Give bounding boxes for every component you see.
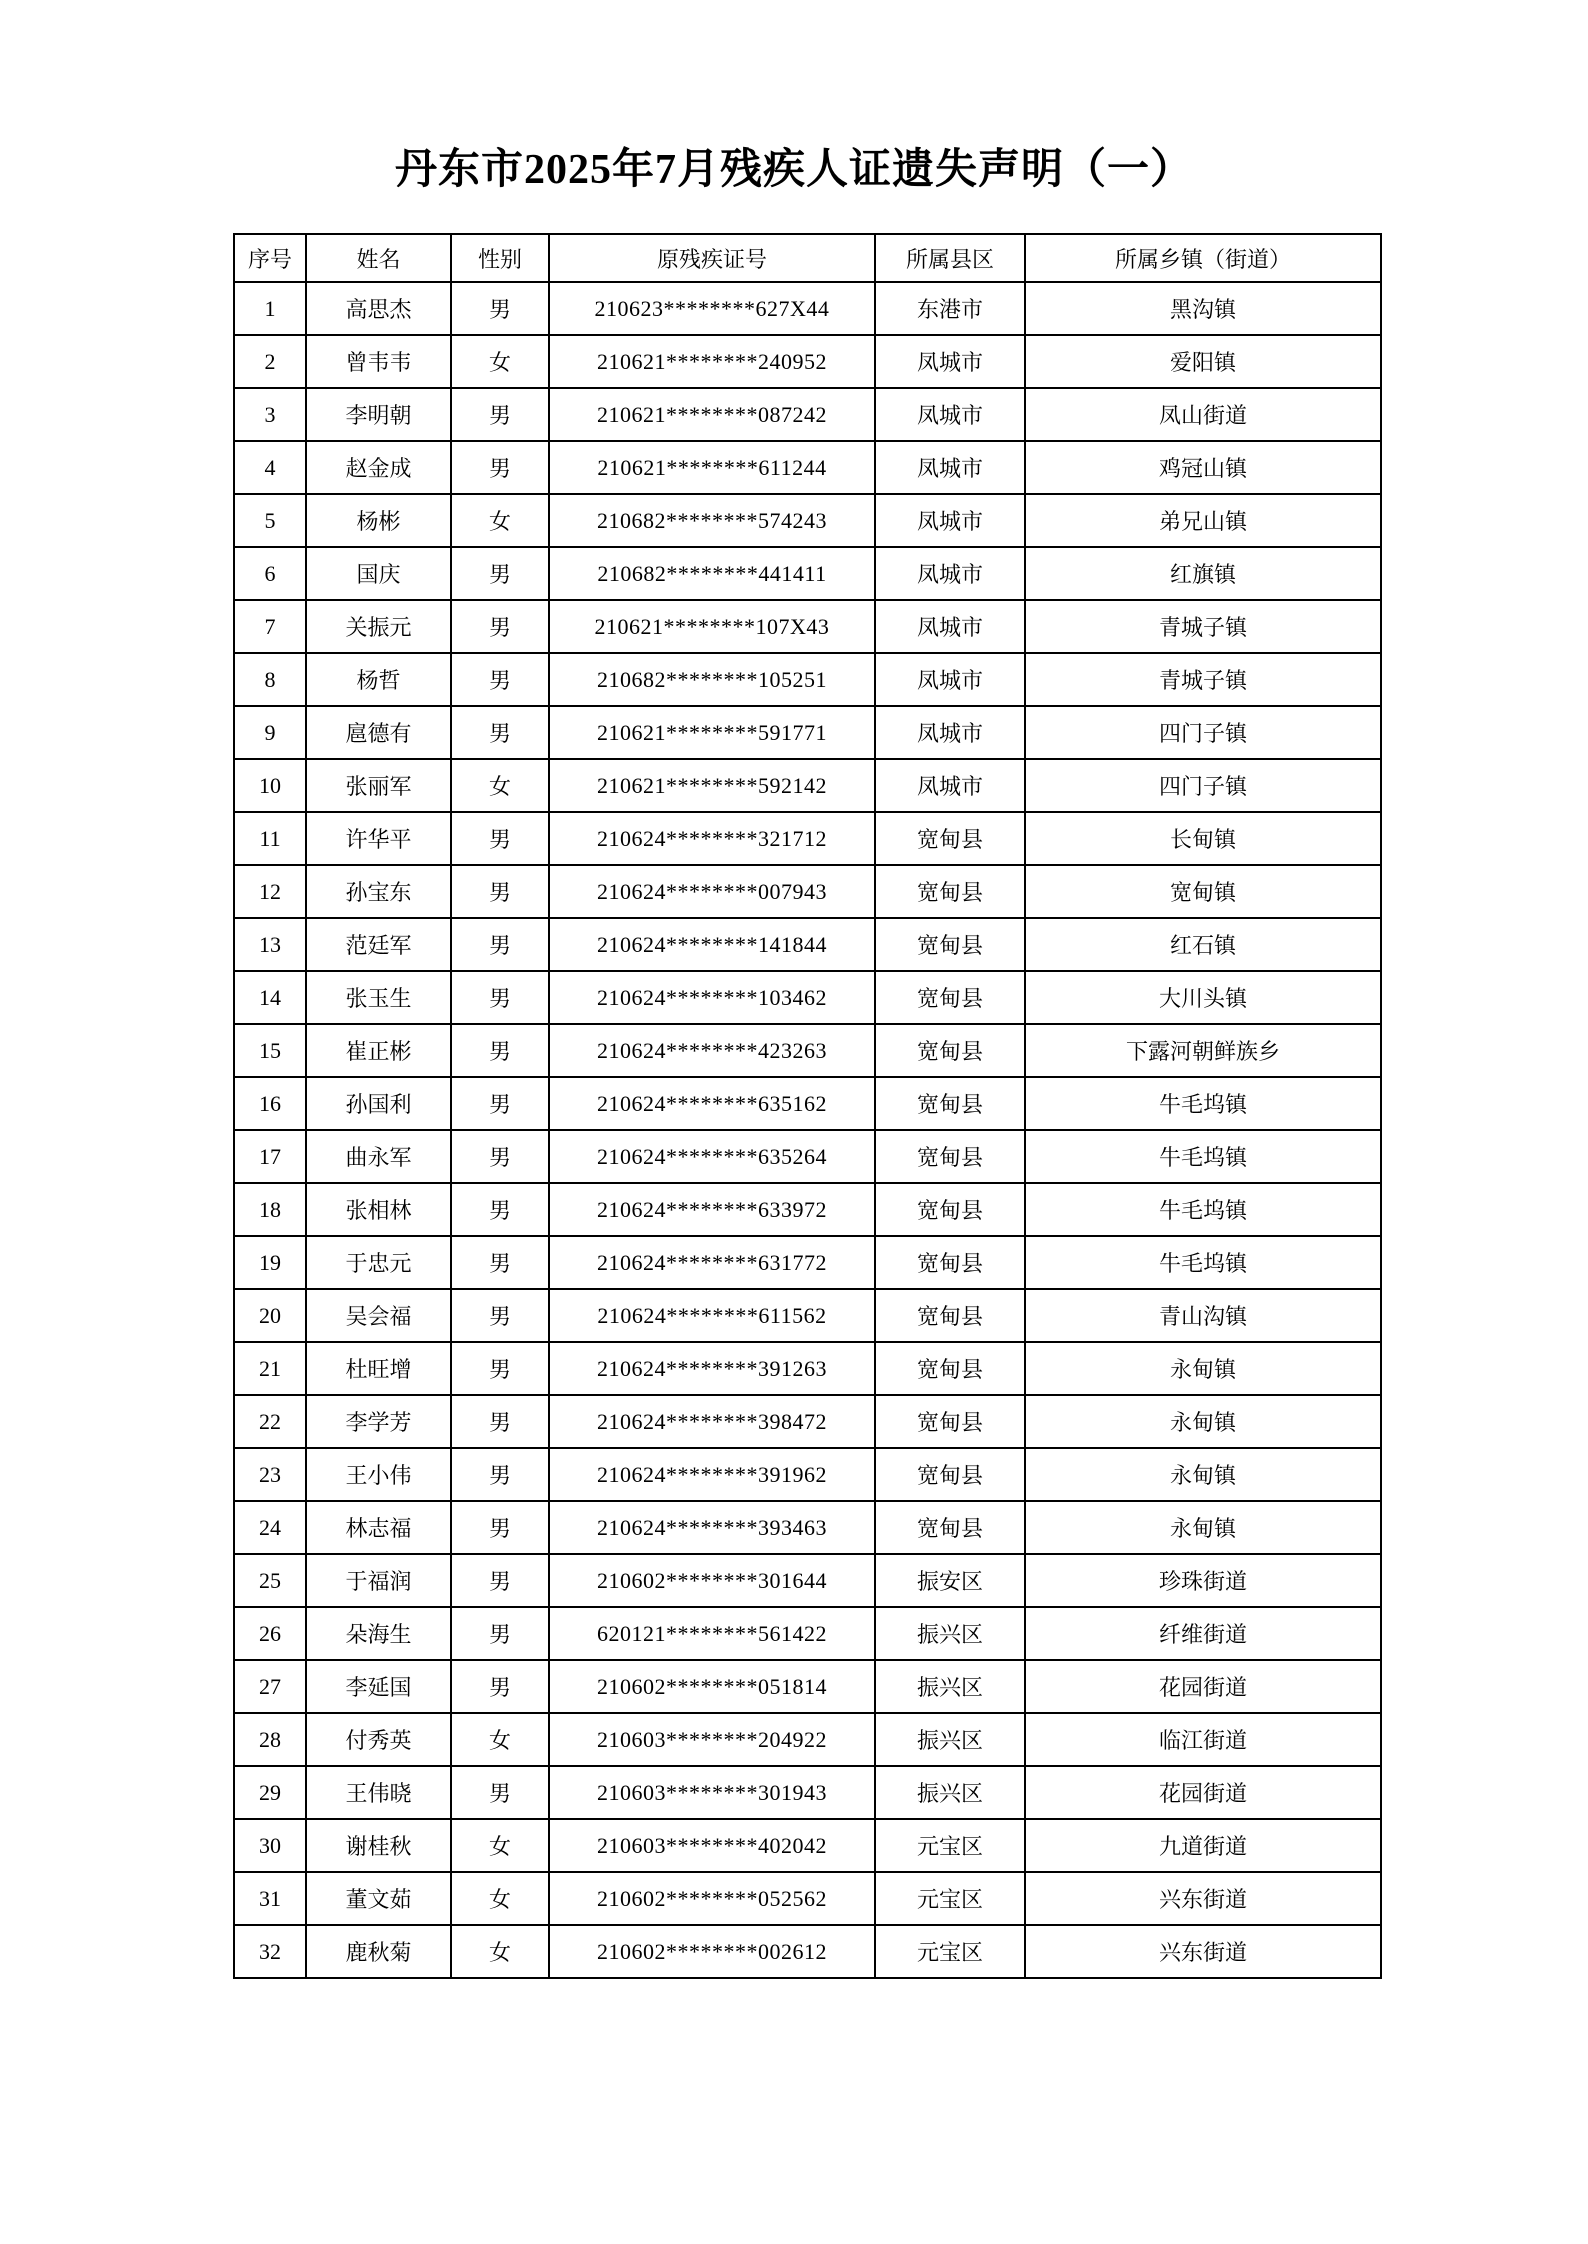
table-cell: 董文茹: [306, 1872, 451, 1925]
table-cell: 210603********402042: [549, 1819, 875, 1872]
table-cell: 2: [234, 335, 306, 388]
table-cell: 四门子镇: [1025, 759, 1381, 812]
records-table-body: [234, 282, 1381, 1978]
table-cell: 永甸镇: [1025, 1448, 1381, 1501]
table-cell: 弟兄山镇: [1025, 494, 1381, 547]
table-cell: 男: [451, 918, 549, 971]
table-cell: 女: [451, 1713, 549, 1766]
table-cell: 210621********611244: [549, 441, 875, 494]
table-cell: 孙宝东: [306, 865, 451, 918]
table-row: [234, 1872, 1381, 1925]
table-cell: 珍珠街道: [1025, 1554, 1381, 1607]
table-cell: 兴东街道: [1025, 1872, 1381, 1925]
table-cell: 7: [234, 600, 306, 653]
table-cell: 210624********633972: [549, 1183, 875, 1236]
table-cell: 24: [234, 1501, 306, 1554]
table-cell: 26: [234, 1607, 306, 1660]
table-cell: 杨彬: [306, 494, 451, 547]
table-cell: 于福润: [306, 1554, 451, 1607]
header-row: [234, 234, 1381, 282]
table-cell: 李明朝: [306, 388, 451, 441]
table-cell: 张相林: [306, 1183, 451, 1236]
table-cell: 花园街道: [1025, 1766, 1381, 1819]
table-cell: 25: [234, 1554, 306, 1607]
table-cell: 范廷军: [306, 918, 451, 971]
table-cell: 210624********007943: [549, 865, 875, 918]
table-cell: 兴东街道: [1025, 1925, 1381, 1978]
table-row: [234, 1342, 1381, 1395]
table-cell: 210682********574243: [549, 494, 875, 547]
table-cell: 210682********441411: [549, 547, 875, 600]
table-cell: 17: [234, 1130, 306, 1183]
table-row: [234, 1395, 1381, 1448]
table-cell: 男: [451, 1607, 549, 1660]
table-cell: 赵金成: [306, 441, 451, 494]
column-header-2: 性别: [451, 234, 549, 282]
table-row: [234, 388, 1381, 441]
table-cell: 210624********631772: [549, 1236, 875, 1289]
table-cell: 花园街道: [1025, 1660, 1381, 1713]
table-cell: 振兴区: [875, 1766, 1025, 1819]
table-row: [234, 812, 1381, 865]
table-cell: 女: [451, 759, 549, 812]
table-cell: 宽甸县: [875, 1342, 1025, 1395]
table-cell: 宽甸县: [875, 812, 1025, 865]
table-cell: 爱阳镇: [1025, 335, 1381, 388]
table-cell: 15: [234, 1024, 306, 1077]
table-cell: 18: [234, 1183, 306, 1236]
table-cell: 关振元: [306, 600, 451, 653]
table-cell: 吴会福: [306, 1289, 451, 1342]
table-cell: 14: [234, 971, 306, 1024]
table-cell: 宽甸县: [875, 918, 1025, 971]
table-cell: 210602********301644: [549, 1554, 875, 1607]
table-cell: 210624********321712: [549, 812, 875, 865]
table-row: [234, 1925, 1381, 1978]
table-cell: 男: [451, 388, 549, 441]
table-cell: 8: [234, 653, 306, 706]
table-row: [234, 1554, 1381, 1607]
table-cell: 凤城市: [875, 547, 1025, 600]
table-row: [234, 1713, 1381, 1766]
table-cell: 宽甸县: [875, 1501, 1025, 1554]
table-cell: 宽甸县: [875, 1024, 1025, 1077]
table-cell: 付秀英: [306, 1713, 451, 1766]
table-cell: 永甸镇: [1025, 1342, 1381, 1395]
table-cell: 210603********301943: [549, 1766, 875, 1819]
table-cell: 李学芳: [306, 1395, 451, 1448]
table-cell: 杨哲: [306, 653, 451, 706]
table-cell: 青城子镇: [1025, 600, 1381, 653]
table-cell: 宽甸县: [875, 1077, 1025, 1130]
table-cell: 东港市: [875, 282, 1025, 335]
table-row: [234, 441, 1381, 494]
column-header-4: 所属县区: [875, 234, 1025, 282]
table-cell: 620121********561422: [549, 1607, 875, 1660]
table-cell: 男: [451, 1660, 549, 1713]
table-cell: 210602********002612: [549, 1925, 875, 1978]
table-row: [234, 547, 1381, 600]
table-cell: 210624********611562: [549, 1289, 875, 1342]
table-cell: 210682********105251: [549, 653, 875, 706]
records-table-header: [234, 234, 1381, 282]
table-row: [234, 1766, 1381, 1819]
column-header-3: 原残疾证号: [549, 234, 875, 282]
table-cell: 曲永军: [306, 1130, 451, 1183]
table-cell: 牛毛坞镇: [1025, 1183, 1381, 1236]
table-cell: 男: [451, 1554, 549, 1607]
table-cell: 凤城市: [875, 706, 1025, 759]
table-cell: 振兴区: [875, 1607, 1025, 1660]
table-row: [234, 1819, 1381, 1872]
table-cell: 5: [234, 494, 306, 547]
column-header-0: 序号: [234, 234, 306, 282]
table-cell: 李延国: [306, 1660, 451, 1713]
table-cell: 凤城市: [875, 388, 1025, 441]
table-cell: 元宝区: [875, 1925, 1025, 1978]
table-cell: 32: [234, 1925, 306, 1978]
table-cell: 元宝区: [875, 1819, 1025, 1872]
table-cell: 21: [234, 1342, 306, 1395]
column-header-5: 所属乡镇（街道）: [1025, 234, 1381, 282]
table-cell: 宽甸镇: [1025, 865, 1381, 918]
table-cell: 31: [234, 1872, 306, 1925]
table-cell: 19: [234, 1236, 306, 1289]
table-cell: 凤山街道: [1025, 388, 1381, 441]
table-cell: 凤城市: [875, 335, 1025, 388]
column-header-1: 姓名: [306, 234, 451, 282]
table-cell: 30: [234, 1819, 306, 1872]
table-cell: 210621********592142: [549, 759, 875, 812]
table-cell: 210624********398472: [549, 1395, 875, 1448]
table-row: [234, 653, 1381, 706]
table-cell: 振兴区: [875, 1713, 1025, 1766]
table-cell: 男: [451, 1342, 549, 1395]
table-cell: 210621********107X43: [549, 600, 875, 653]
table-cell: 宽甸县: [875, 865, 1025, 918]
table-cell: 210623********627X44: [549, 282, 875, 335]
table-cell: 23: [234, 1448, 306, 1501]
table-cell: 210624********635264: [549, 1130, 875, 1183]
table-cell: 临江街道: [1025, 1713, 1381, 1766]
table-cell: 女: [451, 1872, 549, 1925]
table-cell: 青山沟镇: [1025, 1289, 1381, 1342]
table-row: [234, 1607, 1381, 1660]
table-cell: 男: [451, 600, 549, 653]
table-cell: 4: [234, 441, 306, 494]
table-row: [234, 1501, 1381, 1554]
table-cell: 27: [234, 1660, 306, 1713]
table-cell: 扈德有: [306, 706, 451, 759]
table-cell: 元宝区: [875, 1872, 1025, 1925]
table-cell: 22: [234, 1395, 306, 1448]
records-table: [233, 233, 1382, 1979]
table-cell: 宽甸县: [875, 1395, 1025, 1448]
table-cell: 林志福: [306, 1501, 451, 1554]
table-cell: 男: [451, 1766, 549, 1819]
table-cell: 宽甸县: [875, 1289, 1025, 1342]
table-cell: 210624********635162: [549, 1077, 875, 1130]
table-cell: 红旗镇: [1025, 547, 1381, 600]
table-cell: 男: [451, 1077, 549, 1130]
table-cell: 凤城市: [875, 441, 1025, 494]
table-cell: 牛毛坞镇: [1025, 1077, 1381, 1130]
table-row: [234, 335, 1381, 388]
table-row: [234, 1660, 1381, 1713]
table-row: [234, 1289, 1381, 1342]
table-cell: 黑沟镇: [1025, 282, 1381, 335]
table-row: [234, 1024, 1381, 1077]
table-cell: 210624********393463: [549, 1501, 875, 1554]
table-cell: 男: [451, 1448, 549, 1501]
table-row: [234, 1183, 1381, 1236]
table-cell: 男: [451, 1024, 549, 1077]
table-row: [234, 1130, 1381, 1183]
table-cell: 许华平: [306, 812, 451, 865]
table-row: [234, 865, 1381, 918]
table-cell: 谢桂秋: [306, 1819, 451, 1872]
table-cell: 红石镇: [1025, 918, 1381, 971]
table-cell: 四门子镇: [1025, 706, 1381, 759]
table-cell: 鹿秋菊: [306, 1925, 451, 1978]
table-cell: 210602********052562: [549, 1872, 875, 1925]
table-cell: 男: [451, 282, 549, 335]
table-row: [234, 918, 1381, 971]
table-cell: 男: [451, 441, 549, 494]
table-cell: 振兴区: [875, 1660, 1025, 1713]
table-cell: 16: [234, 1077, 306, 1130]
table-cell: 长甸镇: [1025, 812, 1381, 865]
table-cell: 20: [234, 1289, 306, 1342]
table-cell: 青城子镇: [1025, 653, 1381, 706]
table-cell: 朵海生: [306, 1607, 451, 1660]
table-cell: 凤城市: [875, 600, 1025, 653]
table-cell: 女: [451, 1819, 549, 1872]
table-cell: 男: [451, 1395, 549, 1448]
table-cell: 凤城市: [875, 494, 1025, 547]
table-cell: 12: [234, 865, 306, 918]
table-cell: 纤维街道: [1025, 1607, 1381, 1660]
table-row: [234, 706, 1381, 759]
table-cell: 男: [451, 865, 549, 918]
table-cell: 女: [451, 335, 549, 388]
table-row: [234, 282, 1381, 335]
table-cell: 男: [451, 706, 549, 759]
table-cell: 男: [451, 1183, 549, 1236]
table-cell: 杜旺增: [306, 1342, 451, 1395]
table-cell: 牛毛坞镇: [1025, 1236, 1381, 1289]
table-cell: 男: [451, 1236, 549, 1289]
table-cell: 鸡冠山镇: [1025, 441, 1381, 494]
table-cell: 凤城市: [875, 759, 1025, 812]
table-cell: 下露河朝鲜族乡: [1025, 1024, 1381, 1077]
table-cell: 210621********240952: [549, 335, 875, 388]
table-cell: 振安区: [875, 1554, 1025, 1607]
table-cell: 宽甸县: [875, 1448, 1025, 1501]
table-cell: 210624********141844: [549, 918, 875, 971]
table-cell: 国庆: [306, 547, 451, 600]
table-cell: 9: [234, 706, 306, 759]
table-row: [234, 494, 1381, 547]
page-title: 丹东市2025年7月残疾人证遗失声明（一）: [394, 147, 1193, 193]
table-cell: 210603********204922: [549, 1713, 875, 1766]
table-cell: 210624********391962: [549, 1448, 875, 1501]
table-cell: 九道街道: [1025, 1819, 1381, 1872]
table-cell: 3: [234, 388, 306, 441]
table-cell: 女: [451, 1925, 549, 1978]
table-cell: 大川头镇: [1025, 971, 1381, 1024]
table-cell: 210602********051814: [549, 1660, 875, 1713]
table-cell: 宽甸县: [875, 1236, 1025, 1289]
table-cell: 牛毛坞镇: [1025, 1130, 1381, 1183]
table-cell: 女: [451, 494, 549, 547]
table-cell: 王小伟: [306, 1448, 451, 1501]
table-cell: 孙国利: [306, 1077, 451, 1130]
table-cell: 210624********391263: [549, 1342, 875, 1395]
table-row: [234, 1236, 1381, 1289]
table-cell: 210624********423263: [549, 1024, 875, 1077]
table-cell: 于忠元: [306, 1236, 451, 1289]
table-cell: 曾韦韦: [306, 335, 451, 388]
table-cell: 10: [234, 759, 306, 812]
table-cell: 男: [451, 1289, 549, 1342]
table-row: [234, 600, 1381, 653]
table-cell: 210621********087242: [549, 388, 875, 441]
table-cell: 张玉生: [306, 971, 451, 1024]
table-cell: 6: [234, 547, 306, 600]
table-cell: 210621********591771: [549, 706, 875, 759]
table-cell: 男: [451, 1501, 549, 1554]
table-cell: 1: [234, 282, 306, 335]
table-cell: 男: [451, 653, 549, 706]
table-cell: 210624********103462: [549, 971, 875, 1024]
table-cell: 王伟晓: [306, 1766, 451, 1819]
table-cell: 宽甸县: [875, 1183, 1025, 1236]
table-row: [234, 971, 1381, 1024]
table-cell: 宽甸县: [875, 1130, 1025, 1183]
table-cell: 28: [234, 1713, 306, 1766]
table-cell: 崔正彬: [306, 1024, 451, 1077]
table-cell: 永甸镇: [1025, 1395, 1381, 1448]
table-row: [234, 759, 1381, 812]
table-row: [234, 1077, 1381, 1130]
table-cell: 13: [234, 918, 306, 971]
table-row: [234, 1448, 1381, 1501]
table-cell: 男: [451, 547, 549, 600]
table-cell: 男: [451, 971, 549, 1024]
table-cell: 11: [234, 812, 306, 865]
table-cell: 宽甸县: [875, 971, 1025, 1024]
table-cell: 男: [451, 812, 549, 865]
table-cell: 永甸镇: [1025, 1501, 1381, 1554]
table-cell: 男: [451, 1130, 549, 1183]
table-cell: 张丽军: [306, 759, 451, 812]
table-cell: 高思杰: [306, 282, 451, 335]
table-cell: 凤城市: [875, 653, 1025, 706]
table-cell: 29: [234, 1766, 306, 1819]
